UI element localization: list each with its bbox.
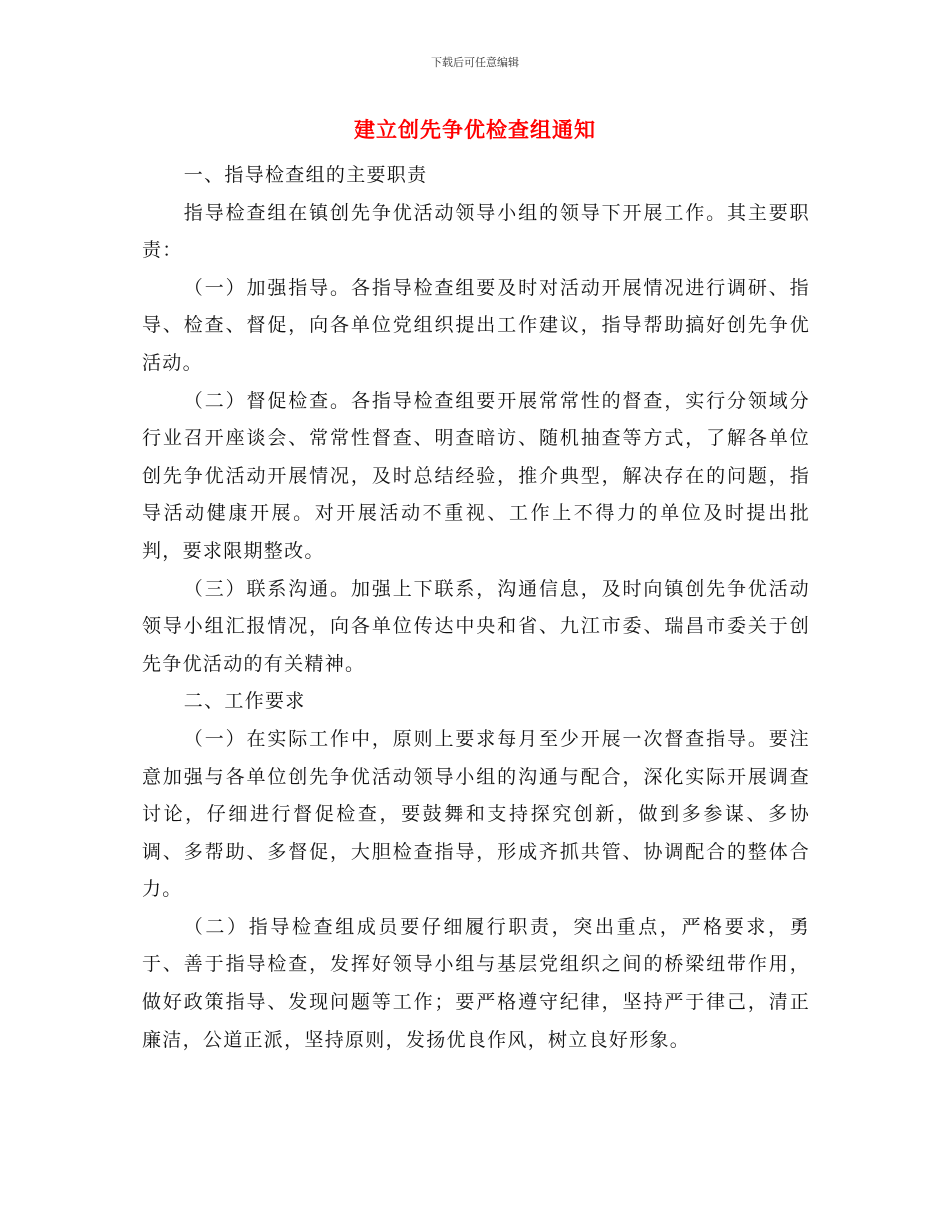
body-paragraph: （二）督促检查。各指导检查组要开展常常性的督查，实行分领域分行业召开座谈会、常常性督查、明查暗访、随机抽查等方式，了解各单位创先争优活动开展情况，及时总结经验，推介典型，解决存在的问题，指导活动健康开展。对开展活动不重视、工作上不得力的单位及时提出批判，要求限期整改。 — [142, 389, 810, 562]
section-heading: 一、指导检查组的主要职责 — [183, 164, 428, 186]
body-paragraph: 指导检查组在镇创先争优活动领导小组的领导下开展工作。其主要职责： — [142, 201, 810, 262]
section-heading: 二、工作要求 — [183, 690, 306, 713]
body-paragraph: （二）指导检查组成员要仔细履行职责，突出重点，严格要求，勇于、善于指导检查，发挥好领导小组与基层党组织之间的桥梁纽带作用，做好政策指导、发现问题等工作；要严格遵守纪律，坚持严于律己，清正廉洁，公道正派，坚持原则，发扬优良作风，树立良好形象。 — [142, 915, 810, 1051]
body-paragraph: （三）联系沟通。加强上下联系，沟通信息，及时向镇创先争优活动领导小组汇报情况，向各单位传达中央和省、九江市委、瑞昌市委关于创先争优活动的有关精神。 — [142, 577, 810, 675]
document-title: 建立创先争优检查组通知 — [354, 117, 596, 142]
document-body — [142, 157, 810, 1059]
page-header: 下载后可任意编辑 — [431, 56, 519, 69]
body-paragraph: （一）在实际工作中，原则上要求每月至少开展一次督查指导。要注意加强与各单位创先争优活动领导小组的沟通与配合，深化实际开展调查讨论，仔细进行督促检查，要鼓舞和支持探究创新，做到多参谋、多协调、多帮助、多督促，大胆检查指导，形成齐抓共管、协调配合的整体合力。 — [142, 727, 810, 901]
body-paragraph: （一）加强指导。各指导检查组要及时对活动开展情况进行调研、指导、检查、督促，向各单位党组织提出工作建议，指导帮助搞好创先争优活动。 — [142, 276, 810, 374]
